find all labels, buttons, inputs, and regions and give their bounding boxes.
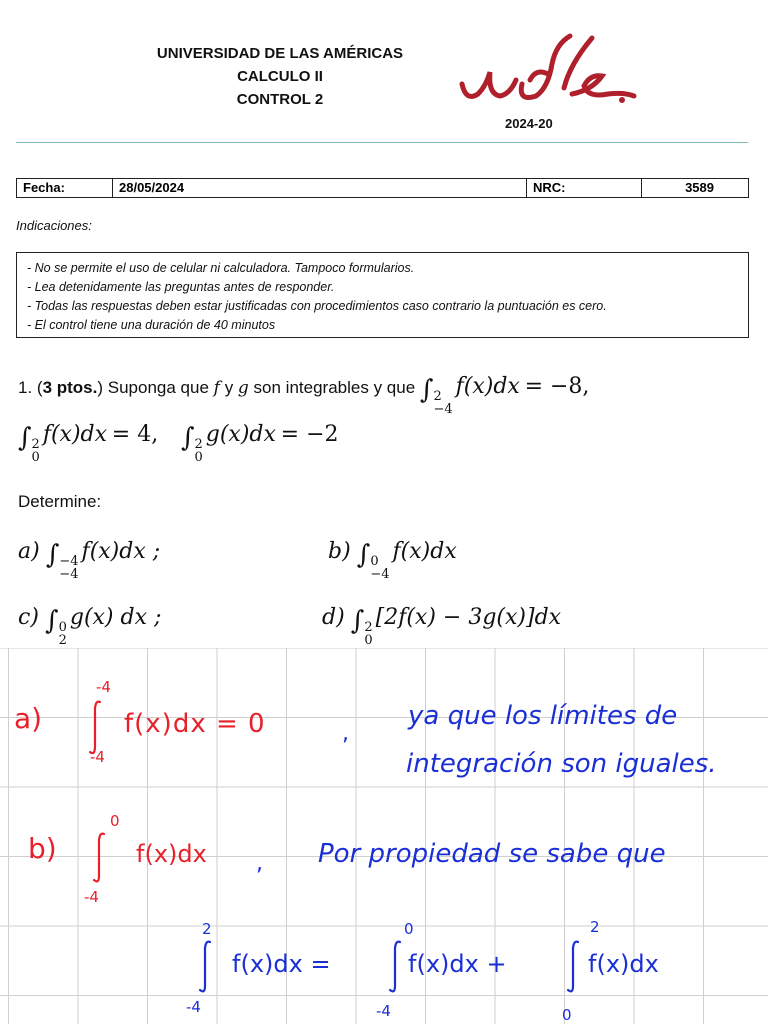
nrc-label: NRC:	[527, 179, 642, 197]
indication-item: - Lea detenidamente las preguntas antes de responder.	[27, 280, 335, 294]
hw-eq-lower3: 0	[562, 1006, 572, 1024]
hw-b-comma: ,	[256, 851, 263, 876]
lower-limit: −4	[433, 402, 453, 417]
upper-limit: 0	[58, 620, 67, 635]
hw-b-lower: -4	[84, 888, 99, 906]
exam-header	[120, 42, 440, 111]
lower-limit: 0	[364, 633, 373, 648]
determine-label: Determine:	[18, 492, 102, 511]
hw-a-label: a)	[14, 702, 43, 735]
hw-a-expression: f(x)dx = 0	[124, 709, 266, 739]
integral-value: = −2	[280, 422, 339, 447]
function-g: g	[237, 378, 249, 398]
conjunction: y	[224, 378, 234, 397]
date-value: 28/05/2024	[113, 179, 527, 197]
integral-sign: ∫	[45, 540, 60, 570]
lower-limit: 0	[194, 450, 203, 465]
integrand: f(x)dx ;	[81, 539, 161, 564]
hw-integral-sign-icon	[390, 942, 400, 992]
integral-sign: ∫	[180, 423, 195, 453]
hw-eq-term2: f(x)dx +	[408, 950, 507, 978]
hw-a-upper: -4	[96, 678, 111, 696]
function-f: f	[213, 378, 220, 398]
upper-limit: 2	[433, 389, 442, 404]
indication-item: - Todas las respuestas deben estar justificadas con procedimientos caso contrario la puntuación es cero.	[27, 299, 607, 313]
term-label: 2024-20	[505, 116, 553, 131]
header-divider	[16, 142, 748, 143]
integral-limits	[32, 438, 40, 464]
part-a-label: a)	[18, 539, 40, 564]
integrand: f(x)dx	[392, 539, 457, 564]
hw-b-note: Por propiedad se sabe que	[318, 839, 666, 869]
hw-eq-term3: f(x)dx	[588, 950, 659, 978]
integral-value: = −8,	[524, 374, 590, 399]
integral-sign: ∫	[356, 540, 371, 570]
hw-eq-upper2: 0	[404, 920, 414, 938]
hw-eq-lower1: -4	[186, 998, 201, 1016]
indication-item: - El control tiene una duración de 40 minutos	[27, 318, 276, 332]
integral-limits	[59, 555, 78, 581]
university-name: UNIVERSIDAD DE LAS AMÉRICAS	[156, 45, 404, 62]
hw-integral-sign-icon	[568, 942, 578, 992]
integral-sign: ∫	[419, 375, 434, 405]
integrand: g(x) dx ;	[69, 605, 162, 630]
problem-statement-line2	[18, 422, 339, 464]
integral-sign: ∫	[18, 423, 32, 453]
hw-a-note-line1: ya que los límites de	[408, 701, 678, 731]
indication-item: - No se permite el uso de celular ni calculadora. Tampoco formularios.	[27, 261, 415, 275]
integral-limits	[59, 621, 67, 647]
nrc-value: 3589	[685, 180, 714, 195]
integral-limits	[364, 621, 372, 647]
hw-b-upper: 0	[110, 812, 120, 830]
integrand: f(x)dx	[42, 422, 108, 447]
lower-limit: 2	[58, 633, 67, 648]
indications-title: Indicaciones:	[16, 218, 92, 233]
hw-eq-upper1: 2	[202, 920, 212, 938]
lower-limit: −4	[370, 567, 390, 582]
date-label: Fecha:	[17, 179, 113, 197]
problem-points: 3 ptos.	[42, 378, 98, 397]
hw-eq-term1: f(x)dx =	[232, 950, 331, 978]
problem-number: 1.	[18, 378, 33, 397]
course-name: CALCULO II	[237, 68, 323, 85]
hw-eq-upper3: 2	[590, 918, 600, 936]
part-b-label: b)	[328, 539, 351, 564]
integral-limits	[433, 390, 452, 416]
hw-b-label: b)	[28, 832, 57, 865]
upper-limit: 2	[364, 620, 373, 635]
lower-limit: −4	[59, 567, 79, 582]
hw-a-comma: ,	[342, 721, 349, 746]
upper-limit: −4	[59, 554, 79, 569]
integrand: f(x)dx	[455, 374, 520, 399]
part-c	[18, 604, 161, 647]
integral-sign: ∫	[350, 606, 365, 636]
info-table	[16, 178, 749, 198]
integral-limits	[370, 555, 389, 581]
problem-statement-line1: 1. (3 ptos.) Suponga que f y g son integrables y que ∫ 2 −4 f(x)dx = −8,	[18, 374, 590, 417]
problem-text: Suponga que	[107, 378, 209, 397]
handwritten-solution	[0, 648, 768, 1024]
part-a	[18, 538, 160, 581]
integral-value: = 4,	[111, 422, 159, 447]
integrand: g(x)dx	[205, 422, 276, 447]
hw-b-expression: f(x)dx	[136, 840, 207, 868]
upper-limit: 0	[370, 554, 379, 569]
part-d	[322, 604, 561, 647]
part-c-label: c)	[18, 605, 39, 630]
integrand: [2f(x) − 3g(x)]dx	[375, 605, 562, 630]
upper-limit: 2	[194, 437, 203, 452]
integral-limits	[194, 438, 202, 464]
hw-a-lower: -4	[90, 748, 105, 766]
lower-limit: 0	[31, 450, 40, 465]
part-b	[328, 538, 457, 581]
hw-a-note-line2: integración son iguales.	[406, 749, 717, 779]
integral-sign: ∫	[45, 606, 59, 636]
exam-name: CONTROL 2	[236, 91, 324, 108]
hw-integral-sign-icon	[200, 942, 210, 992]
hw-integral-sign-icon	[90, 702, 100, 754]
hw-integral-sign-icon	[94, 834, 104, 882]
hw-eq-lower2: -4	[376, 1002, 391, 1020]
indications-box	[16, 252, 749, 338]
problem-text: son integrables y que	[253, 378, 416, 397]
upper-limit: 2	[31, 437, 40, 452]
part-d-label: d)	[322, 605, 345, 630]
udla-logo	[452, 24, 642, 114]
